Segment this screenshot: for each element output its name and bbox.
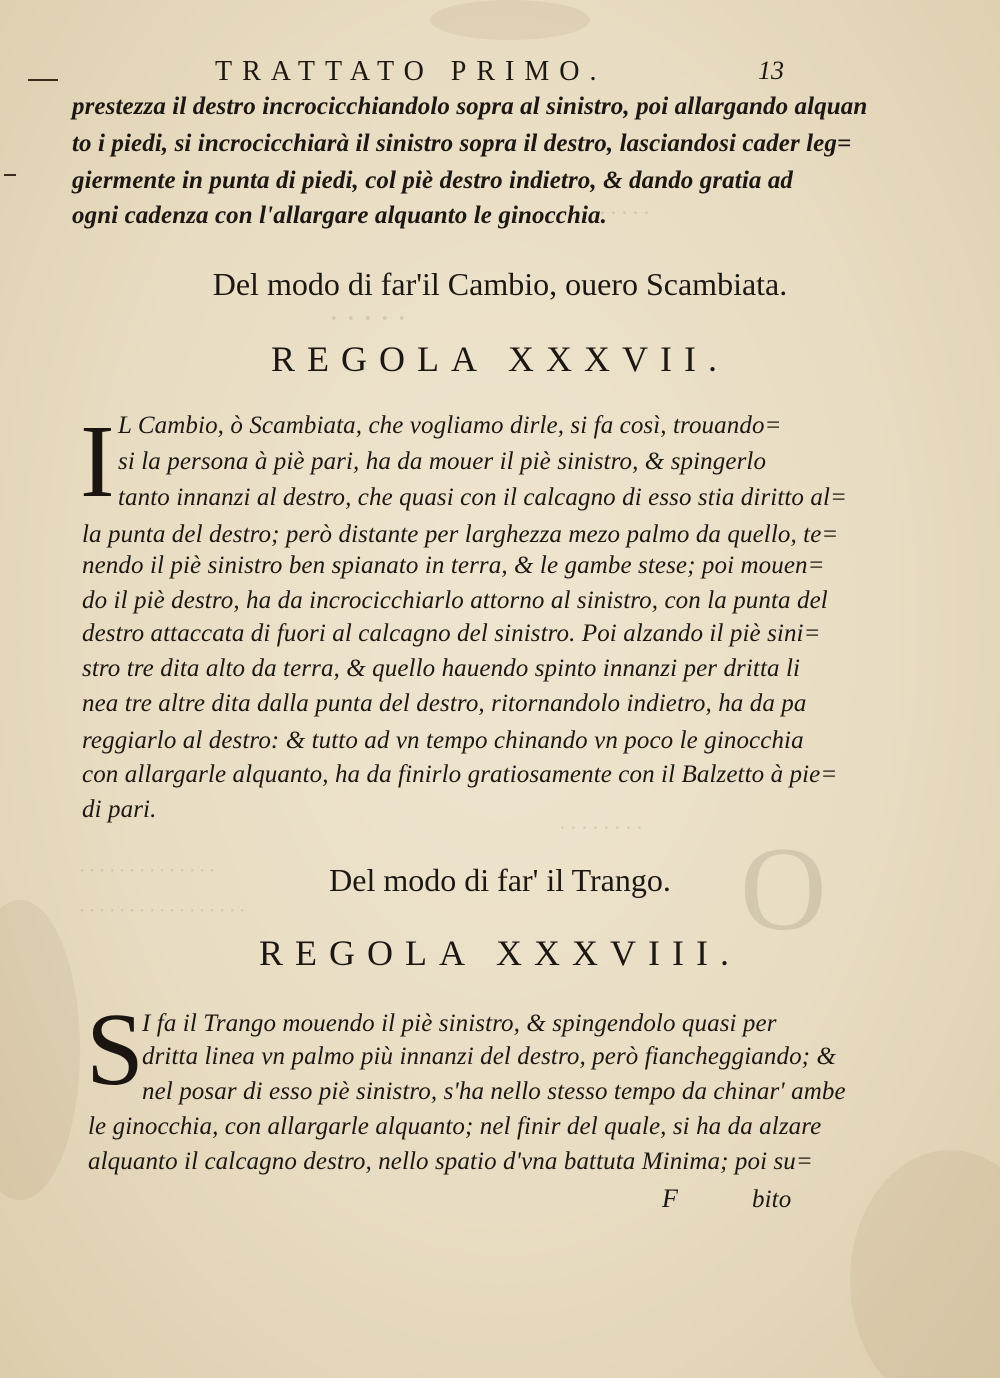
section-heading: Del modo di far' il Trango. — [329, 862, 671, 898]
text-line: dritta linea vn palmo più innanzi del destro, però fiancheggiando; & — [142, 1043, 837, 1070]
rule-heading: REGOLA XXXVIII. — [259, 933, 741, 973]
margin-pen-mark — [4, 174, 16, 176]
text-line: destro attaccata di fuori al calcagno del sinistro. Poi alzando il piè sini= — [82, 620, 821, 647]
text-line: nea tre altre dita dalla punta del destro, ritornandolo indietro, ha da pa — [82, 690, 807, 717]
section-heading: Del modo di far'il Cambio, ouero Scambiata. — [212, 266, 788, 302]
bleed-through-mark: · · · · · · · · · · · · · · · · · — [80, 900, 245, 922]
text-line: do il piè destro, ha da incrocicchiarlo attorno al sinistro, con la punta del — [82, 587, 828, 614]
rule-heading: REGOLA XXXVII. — [271, 339, 729, 379]
text-line: stro tre dita alto da terra, & quello hauendo spinto innanzi per dritta li — [82, 655, 801, 682]
text-line: reggiarlo al destro: & tutto ad vn tempo chinando vn poco le ginocchia — [82, 727, 804, 754]
text-line: I fa il Trango mouendo il piè sinistro, & spingendolo quasi per — [142, 1010, 777, 1037]
bleed-through-mark: · · · · · · · · — [560, 815, 643, 840]
text-line: la punta del destro; però distante per larghezza mezo palmo da quello, te= — [82, 521, 839, 548]
bleed-through-mark: · · · · · — [330, 300, 407, 337]
bleed-through-mark: · · · · · · · · · · · · · · — [80, 860, 215, 882]
catchword: bito — [752, 1186, 792, 1213]
drop-cap-initial: S — [86, 992, 144, 1107]
text-line: nel posar di esso piè sinistro, s'ha nello stesso tempo da chinar' ambe — [142, 1078, 846, 1105]
text-line: giermente in punta di piedi, col piè destro indietro, & dando gratia ad — [72, 167, 794, 194]
text-line: di pari. — [82, 796, 157, 823]
running-head-title: TRATTATO PRIMO. — [215, 56, 607, 87]
signature-mark: F — [662, 1184, 678, 1213]
text-line: ogni cadenza con l'allargare alquanto le ginocchia. — [72, 202, 607, 229]
text-line: con allargarle alquanto, ha da finirlo gratiosamente con il Balzetto à pie= — [82, 761, 838, 788]
paper-stain — [430, 0, 590, 40]
bleed-through-mark: · · · · · — [600, 200, 650, 225]
margin-pen-mark — [28, 79, 58, 81]
drop-cap-initial: I — [80, 404, 115, 519]
text-line: alquanto il calcagno destro, nello spatio d'vna battuta Minima; poi su= — [88, 1148, 813, 1175]
paper-stain — [850, 1150, 1000, 1378]
text-line: to i piedi, si incrocicchiarà il sinistro sopra il destro, lasciandosi cader leg= — [72, 130, 852, 157]
text-line: si la persona à piè pari, ha da mouer il piè sinistro, & spingerlo — [118, 448, 767, 475]
text-line: L Cambio, ò Scambiata, che vogliamo dirle, si fa così, trouando= — [118, 412, 782, 439]
text-line: prestezza il destro incrocicchiandolo sopra al sinistro, poi allargando alquan — [72, 93, 868, 120]
text-line: nendo il piè sinistro ben spianato in terra, & le gambe stese; poi mouen= — [82, 552, 825, 579]
text-line: le ginocchia, con allargarle alquanto; nel finir del quale, si ha da alzare — [88, 1113, 822, 1140]
bleed-through-initial: O — [740, 822, 827, 955]
page-number: 13 — [758, 56, 784, 85]
text-line: tanto innanzi al destro, che quasi con il calcagno di esso stia diritto al= — [118, 484, 847, 511]
